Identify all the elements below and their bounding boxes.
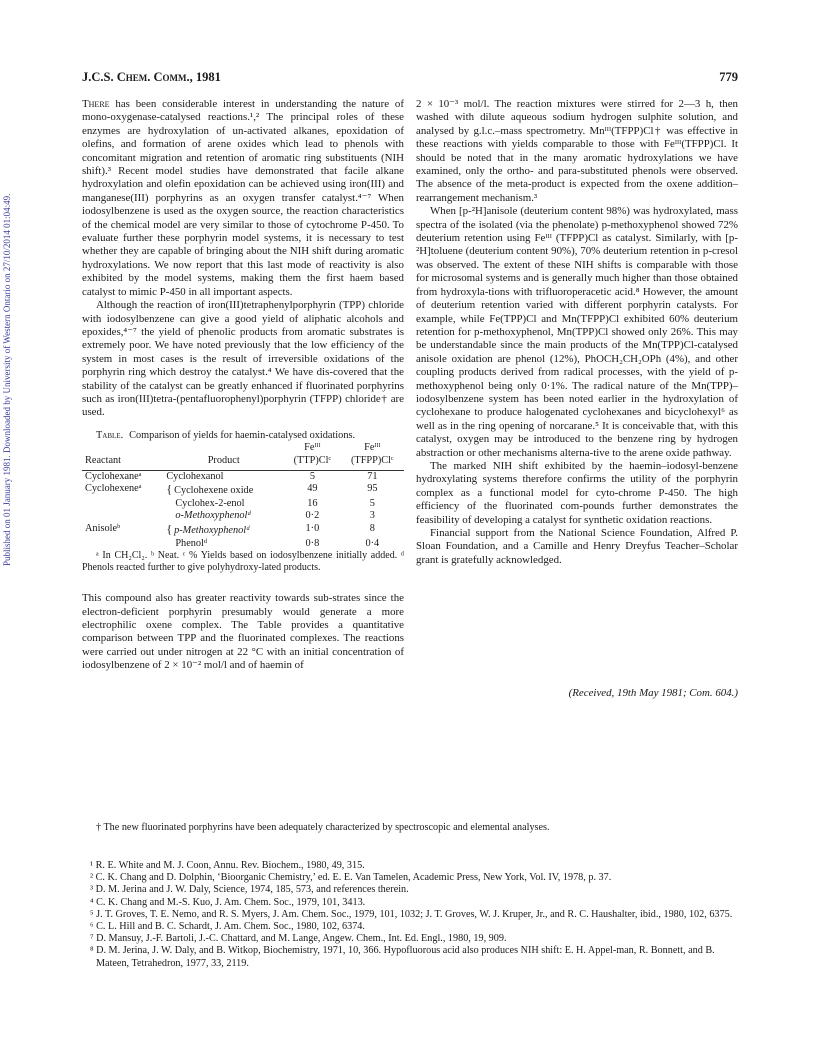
journal-title: J.C.S. Chem. Comm., 1981: [82, 70, 221, 84]
right-paragraph-1: 2 × 10⁻³ mol/l. The reaction mixtures were stirred for 2—3 h, then washed with dilute aqueous sodium hydrogen sulphite solution, and analysed by g.l.c.–mass spectrometry. Mnᴵᴵᴵ(TFPP)Cl† was effective in these reactions with yields comparable to those with Feᴵᴵᴵ(TFPP)Cl. It should be noted that in the many aromatic hydroxylations we have examined, only the ortho- and para-substituted phenols were observed. The absence of the meta-product is expected from the oxene addition–rearrangement mechanism.³: [416, 98, 738, 204]
table-row: Cyclohexaneᵃ Cyclohexanol 5 71: [85, 470, 378, 482]
paragraph-2: Although the reaction of iron(III)tetraphenylporphyrin (TPP) chloride with iodosylbenzene can give a good yield of aliphatic alcohols and epoxides,⁴⁻⁷ the yield of phenolic products from aromatic substrates is extremely poor. We have noted previously that the low efficiency of the system in most cases is the result of irreversible oxidations of the porphyrin ring which destroy the catalyst.⁴ We have dis-covered that the stability of the catalyst can be greatly enhanced if fluorinated porphyrins such as iron(III)tetra-(pentafluorophenyl)porphyrin (TFPP) chloride† are used.: [82, 299, 404, 419]
references-list: [82, 860, 738, 970]
col2-header-top: Feᴵᴵᴵ: [364, 442, 381, 454]
table-caption-text: Comparison of yields for haemin-catalysed oxidations.: [129, 429, 356, 441]
reference-item: ⁸ D. M. Jerina, J. W. Daly, and B. Witkop, Biochemistry, 1971, 10, 366. Hypofluorous acid also produces NIH shift: E. H. Appel-man, R. Bonnett, and B. Mateen, Tetrahedron, 1977, 33, 2119.: [90, 945, 715, 969]
right-paragraph-3: The marked NIH shift exhibited by the haemin–iodosyl-benzene hydroxylating systems therefore confirms the utility of the porphyrin complex as a functional model for cyto-chrome P-450. The high efficiency of the fluorinated com-pounds further demonstrates the feasibility of developing a catalyst for synthetic oxidation reactions.: [416, 459, 738, 526]
reference-item: ⁴ C. K. Chang and M.-S. Kuo, J. Am. Chem. Soc., 1979, 101, 3413.: [90, 896, 366, 908]
reference-item: ² C. K. Chang and D. Dolphin, ‘Bioorganic Chemistry,’ ed. E. E. Van Tamelen, Academic Press, New York, Vol. IV, 1978, p. 37.: [90, 872, 612, 884]
paragraph-3: This compound also has greater reactivity towards sub-strates since the electron-deficient porphyrin presumably would generate a more electrophilic oxene complex. The Table provides a quantitative comparison between TPP and the fluorinated complexes. The reactions were carried out under nitrogen at 22 °C with an initial concentration of iodosylbenzene of 2 × 10⁻² mol/l and of haemin of: [82, 592, 404, 672]
product-header: Product: [163, 455, 284, 470]
acknowledgement: Financial support from the National Science Foundation, Alfred P. Sloan Foundation, and a Camille and Henry Dreyfus Teacher–Scholar grant is gratefully acknowledged.: [416, 527, 738, 566]
table-row: o-Methoxyphenolᵈ 0·2 3: [175, 510, 375, 522]
col1-header: (TTP)Clᶜ: [284, 455, 341, 470]
table-row: Cyclohex-2-enol 16 5: [175, 497, 375, 509]
right-paragraph-2: When [p-²H]anisole (deuterium content 98%) was hydroxylated, mass spectra of the isolated (via the phenolate) p-methoxyphenol showed 72% deuterium retention using Feᴵᴵᴵ (TFPP)Cl as catalyst. Similarly, with [p-²H]toluene (deuterium content 90%), 70% deuterium retention in p-cresol was observed. The extent of these NIH shifts is comparable with those for microsomal systems and is generally much higher than those obtained from hydroxyla-tions with trifluoroperacetic acid.⁸ However, the amount of deuterium retention varied with different porphyrin catalysts. For example, while Fe(TPP)Cl and Mn(TFPP)Cl exhibited 60% deuterium retention for p-methoxyphenol, Mn(TPP)Cl showed only 26%. This may be understandable since the main products of the Mn(TPP)Cl-catalysed anisole oxidation are phenol (12%), PhOCH₂CH₂OPh (4%), and other coupling products derived from radical processes, with the yield of p-methoxyphenol being only 0·1%. The radical nature of the Mn(TPP)–iodosylbenzene system has been noted earlier in the hydroxylation of cyclohexane to produce halogenated cyclohexanes and bicyclohexyl⁶ as well as in the ring opening of norcarane.⁵ It is conceivable that, with this catalyst, oxygen may be introduced to the benzene ring by hydrogen abstraction or other mechanisms alterna-tive to the arene oxide pathway.: [416, 205, 738, 459]
results-table-block: [82, 430, 404, 574]
reference-item: ⁶ C. L. Hill and B. C. Schardt, J. Am. Chem. Soc., 1980, 102, 6374.: [90, 921, 365, 933]
table-caption: [82, 430, 404, 443]
table-row: Anisoleᵇ { p-Methoxyphenolᵈ 1·0 8: [85, 521, 375, 536]
right-column: [416, 98, 738, 701]
intro-paragraph: [82, 98, 404, 299]
intro-text: has been considerable interest in understanding the nature of mono-oxygenase-catalysed reactions.¹,² The principal roles of these enzymes are hydroxylation of un-activated alkanes, epoxidation of olefins, and formation of arene oxides which lead to phenols with concomitant migration and retention of aromatic ring substituents (NIH shift).³ Recent model studies have demonstrated that facile alkane hydroxylation and olefin epoxidation can be achieved using iron(III) and manganese(III) porphyrins as an oxygen transfer catalyst.⁴⁻⁷ When iodosylbenzene is used as the oxygen source, the reaction characteristics of the chemical model are very similar to those of cytochrome P-450. To evaluate further these porphyrin model systems, it is necessary to test whether they are capable of bringing about the NIH shift during aromatic hydroxylations. We now report that this last mode of reactivity is also exhibited by the model systems, making them the first haem based catalyst to mimic P-450 in all important aspects.: [82, 98, 404, 298]
table-notes: ᵃ In CH₂Cl₂. ᵇ Neat. ᶜ % Yields based on iodosylbenzene initially added. ᵈ Phenols reacted further to give polyhydroxy-lated products.: [82, 550, 404, 574]
reference-item: ⁷ D. Mansuy, J.-F. Bartoli, J.-C. Chattard, and M. Lange, Angew. Chem., Int. Ed. Engl., 1980, 19, 909.: [90, 933, 507, 945]
reference-item: ³ D. M. Jerina and J. W. Daly, Science, 1974, 185, 573, and references therein.: [90, 884, 409, 896]
download-watermark: Published on 01 January 1981. Downloaded by University of Western Ontario on 27/10/2014 01:04:49.: [2, 193, 12, 567]
brace-glyph: {: [166, 521, 173, 536]
col1-header-top: Feᴵᴵᴵ: [304, 442, 321, 454]
table-row: Cyclohexeneᵃ { Cyclohexene oxide 49 95: [85, 482, 378, 497]
lead-word: There: [82, 98, 110, 110]
table-row: Phenolᵈ 0·8 0·4: [175, 537, 380, 549]
left-column: [82, 98, 404, 673]
col2-header: (TFPP)Clᶜ: [341, 455, 404, 470]
yields-table: [82, 442, 404, 550]
received-date: (Received, 19th May 1981; Com. 604.): [568, 687, 738, 700]
brace-glyph: {: [166, 482, 173, 497]
running-head: [82, 70, 738, 85]
reference-item: ¹ R. E. White and M. J. Coon, Annu. Rev. Biochem., 1980, 49, 315.: [90, 860, 365, 871]
page-number: 779: [719, 70, 738, 84]
table-label: Table.: [96, 429, 124, 441]
reactant-header: Reactant: [82, 455, 163, 470]
dagger-footnote: † The new fluorinated porphyrins have been adequately characterized by spectroscopic and elemental analyses.: [96, 822, 550, 833]
reference-item: ⁵ J. T. Groves, T. E. Nemo, and R. S. Myers, J. Am. Chem. Soc., 1979, 101, 1032; J. T. Groves, W. J. Kruper, Jr., and R. C. Haushalter, ibid., 1980, 102, 6375.: [90, 908, 733, 920]
